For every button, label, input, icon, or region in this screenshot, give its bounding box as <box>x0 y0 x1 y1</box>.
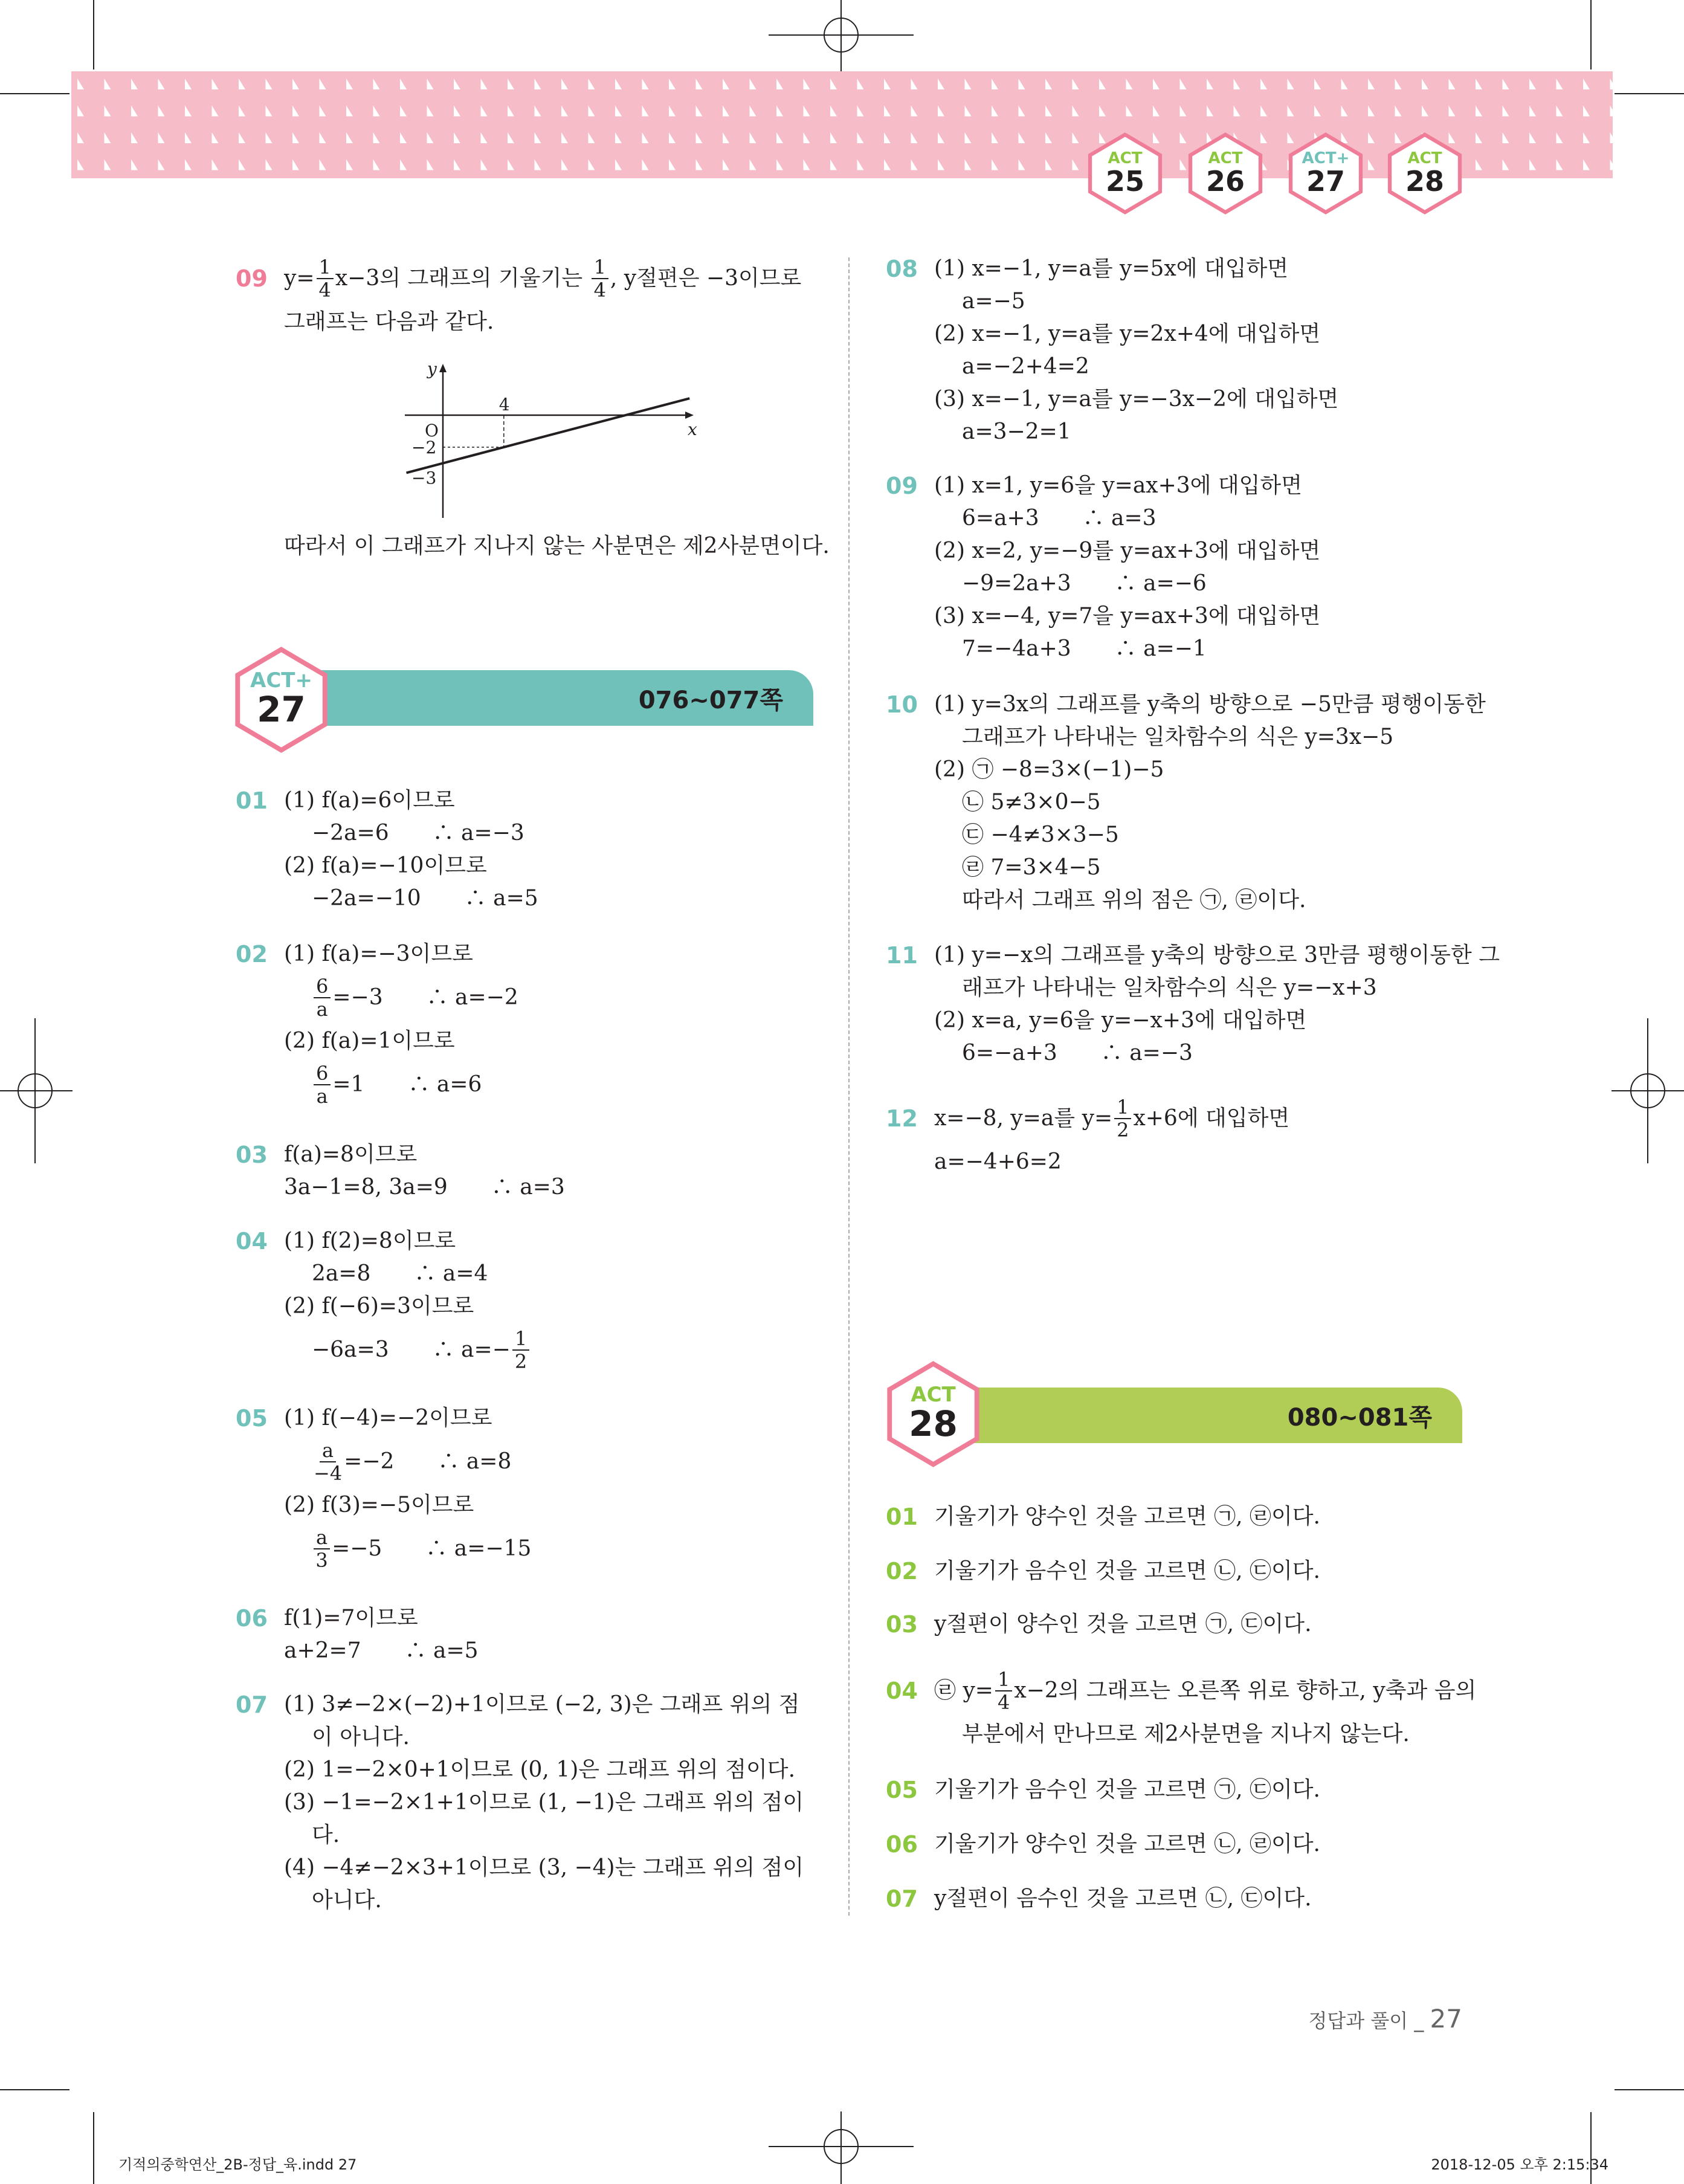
slug-date: 2018-12-05 오후 2:15:34 <box>1431 2156 1608 2173</box>
answer-line <box>934 1664 1476 1718</box>
problem-body <box>934 1664 1476 1751</box>
section-pages: 076~077쪽 <box>638 687 783 714</box>
text-segment: (2) 1=−2×0+1이므로 (0, 1)은 그래프 위의 점이다. <box>284 1757 796 1782</box>
problem-number: 06 <box>886 1831 918 1858</box>
numerator: 1 <box>592 257 608 279</box>
function-line <box>407 398 690 473</box>
y-tick-label: −2 <box>411 438 437 457</box>
text-segment: 부분에서 만나므로 제2사분면을 지나지 않는다. <box>962 1722 1410 1746</box>
fraction <box>512 1329 529 1371</box>
answer-line <box>934 1004 1500 1037</box>
numerator: a <box>314 1528 330 1549</box>
text-segment: (1) x=−1, y=a를 y=5x에 대입하면 <box>934 256 1289 281</box>
section-badge-number: 27 <box>257 689 306 730</box>
y-tick-label: −3 <box>411 468 437 488</box>
denominator: 2 <box>1117 1119 1129 1142</box>
problem-number: 11 <box>886 942 918 969</box>
y-axis-arrow <box>439 364 447 372</box>
answer-line <box>312 817 538 850</box>
section-badge-act-label: ACT+ <box>250 668 312 693</box>
denominator: −4 <box>314 1462 343 1485</box>
graph-figure <box>399 357 713 526</box>
triangle-pattern <box>71 71 1613 178</box>
text-segment: (2) ㉠ −8=3×(−1)−5 <box>934 757 1164 782</box>
fraction <box>1114 1097 1131 1140</box>
problem-body <box>934 688 1486 917</box>
denominator: 4 <box>593 279 606 302</box>
answer-line <box>284 1025 518 1058</box>
text-segment: (1) y=3x의 그래프를 y축의 방향으로 −5만큼 평행이동한 <box>934 692 1486 717</box>
answer-line <box>284 1602 479 1635</box>
section-badge-act27 <box>234 647 329 753</box>
text-segment: (2) f(3)=−5이므로 <box>284 1493 474 1517</box>
header-band <box>71 71 1613 178</box>
answer-line <box>962 786 1486 819</box>
badge-number: 28 <box>1405 165 1444 198</box>
answer-line <box>934 318 1338 351</box>
text-segment: 래프가 나타내는 일차함수의 식은 y=−x+3 <box>962 975 1377 1000</box>
problem-body <box>934 1828 1320 1861</box>
problem-number: 01 <box>236 787 268 814</box>
problem-number: 08 <box>886 256 918 282</box>
text-segment: y= <box>284 266 315 291</box>
answer-line <box>312 1435 531 1489</box>
text-segment: y절편이 양수인 것을 고르면 ㉠, ㉢이다. <box>934 1612 1312 1636</box>
problem-number: 04 <box>236 1228 268 1255</box>
answer-line <box>312 971 518 1025</box>
text-segment: (4) −4≠−2×3+1이므로 (3, −4)는 그래프 위의 점이 <box>284 1855 804 1880</box>
badge-act-label: ACT <box>1108 149 1143 167</box>
badge-act-label: ACT+ <box>1302 149 1350 167</box>
text-segment: a=3−2=1 <box>962 419 1071 444</box>
text-segment: ㉣ y= <box>934 1678 993 1703</box>
text-segment: 6=−a+3 ∴ a=−3 <box>962 1041 1193 1065</box>
text-segment: (1) f(a)=−3이므로 <box>284 942 473 966</box>
problem-number: 02 <box>236 941 268 968</box>
text-segment: f(a)=8이므로 <box>284 1142 418 1167</box>
answer-line <box>962 633 1320 665</box>
denominator: a <box>316 1085 328 1108</box>
badge-number: 25 <box>1105 165 1144 198</box>
answer-line <box>312 1819 804 1852</box>
numerator: 1 <box>995 1670 1012 1691</box>
origin-label: O <box>425 421 439 441</box>
badge-act-label: ACT <box>1407 149 1442 167</box>
text-segment: x−3의 그래프의 기울기는 <box>335 266 590 291</box>
problem-body <box>934 1091 1289 1178</box>
answer-line <box>284 306 801 338</box>
x-tick-label: 4 <box>498 395 510 415</box>
problem-body <box>934 1608 1312 1641</box>
column-divider <box>848 257 850 1916</box>
answer-line <box>934 1501 1320 1533</box>
problem-number: 06 <box>236 1605 268 1632</box>
text-segment: (1) f(2)=8이므로 <box>284 1229 456 1253</box>
answer-line <box>284 1754 804 1786</box>
answer-line <box>284 850 538 882</box>
problem-number: 05 <box>236 1405 268 1432</box>
act-badge-27 <box>1288 132 1364 215</box>
text-segment: ㉢ −4≠3×3−5 <box>962 822 1119 847</box>
answer-line <box>962 567 1320 600</box>
answer-line <box>934 383 1338 416</box>
answer-line <box>312 1323 531 1377</box>
problem-body <box>284 938 518 1112</box>
text-segment: 기울기가 음수인 것을 고르면 ㉠, ㉢이다. <box>934 1777 1320 1802</box>
answer-line <box>962 819 1486 851</box>
problem-number: 07 <box>236 1691 268 1718</box>
text-segment: (3) −1=−2×1+1이므로 (1, −1)은 그래프 위의 점이 <box>284 1790 804 1815</box>
problem-body <box>934 1774 1320 1806</box>
answer-line <box>934 253 1338 285</box>
registration-mark-top <box>769 0 914 73</box>
text-segment: x+6에 대입하면 <box>1133 1106 1290 1131</box>
text-segment: (2) x=a, y=6을 y=−x+3에 대입하면 <box>934 1008 1307 1033</box>
fraction <box>314 977 331 1019</box>
answer-line <box>312 1721 804 1754</box>
answer-line <box>962 851 1486 884</box>
problem-body <box>934 939 1500 1070</box>
problem-number: 07 <box>886 1885 918 1912</box>
fraction <box>995 1670 1012 1712</box>
answer-line <box>284 1635 479 1667</box>
answer-line <box>962 1037 1500 1070</box>
text-segment: =−5 ∴ a=−15 <box>332 1536 532 1561</box>
text-segment: (1) f(−4)=−2이므로 <box>284 1406 492 1430</box>
fraction <box>314 1528 330 1570</box>
answer-line <box>962 351 1338 383</box>
text-segment: 기울기가 양수인 것을 고르면 ㉡, ㉣이다. <box>934 1832 1320 1856</box>
problem-number: 09 <box>886 473 918 499</box>
text-segment: (2) x=−1, y=a를 y=2x+4에 대입하면 <box>934 321 1321 346</box>
text-segment: (1) x=1, y=6을 y=ax+3에 대입하면 <box>934 473 1302 498</box>
problem-body <box>284 1139 565 1204</box>
answer-line <box>934 1608 1312 1641</box>
text-segment: 기울기가 양수인 것을 고르면 ㉠, ㉣이다. <box>934 1504 1320 1529</box>
problem-body <box>284 1225 531 1377</box>
answer-line <box>284 1171 565 1204</box>
text-segment: (3) x=−1, y=a를 y=−3x−2에 대입하면 <box>934 387 1339 412</box>
text-segment: (1) f(a)=6이므로 <box>284 788 455 813</box>
footer-label: 정답과 풀이 _ <box>1308 2009 1430 2032</box>
denominator: 2 <box>514 1350 527 1373</box>
fraction <box>317 257 334 300</box>
numerator: 6 <box>314 1064 331 1085</box>
answer-line <box>284 1139 565 1171</box>
text-segment: −2a=6 ∴ a=−3 <box>312 821 524 845</box>
registration-mark-bottom <box>769 2111 914 2184</box>
text-segment: , y절편은 −3이므로 <box>610 266 802 291</box>
problem-number: 04 <box>886 1678 918 1704</box>
text-segment: =−3 ∴ a=−2 <box>332 985 518 1010</box>
answer-line <box>962 972 1500 1004</box>
text-segment: ㉣ 7=3×4−5 <box>962 855 1101 880</box>
section-badge-number: 28 <box>909 1403 958 1444</box>
numerator: 1 <box>1114 1097 1131 1119</box>
denominator: 4 <box>997 1691 1010 1714</box>
registration-mark-right <box>1611 1018 1684 1163</box>
problem-body <box>934 470 1320 665</box>
answer-line <box>962 502 1320 535</box>
act-badge-28 <box>1387 132 1463 215</box>
answer-line <box>962 884 1486 917</box>
answer-line <box>284 1852 804 1884</box>
text-segment: ㉡ 5≠3×0−5 <box>962 790 1101 815</box>
registration-mark-left <box>0 1018 73 1163</box>
text-segment: 기울기가 음수인 것을 고르면 ㉡, ㉢이다. <box>934 1559 1320 1583</box>
badge-number: 27 <box>1306 165 1345 198</box>
answer-line <box>284 251 801 306</box>
answer-line <box>962 285 1338 318</box>
text-segment: (2) f(a)=1이므로 <box>284 1029 455 1053</box>
section-pages: 080~081쪽 <box>1287 1404 1432 1432</box>
text-segment: 6=a+3 ∴ a=3 <box>962 506 1157 531</box>
page-footer <box>1308 2004 1462 2034</box>
text-segment: x−2의 그래프는 오른쪽 위로 향하고, y축과 음의 <box>1014 1678 1477 1703</box>
text-segment: =1 ∴ a=6 <box>332 1072 482 1097</box>
numerator: 1 <box>317 257 334 279</box>
x-axis-arrow <box>685 412 694 419</box>
answer-line <box>934 1091 1289 1146</box>
answer-line <box>934 1828 1320 1861</box>
answer-line <box>934 1146 1289 1178</box>
denominator: 3 <box>315 1549 328 1572</box>
problem-09-conclusion: 따라서 이 그래프가 지나지 않는 사분면은 제2사분면이다. <box>284 534 830 558</box>
text-segment: 그래프가 나타내는 일차함수의 식은 y=3x−5 <box>962 725 1394 749</box>
answer-line <box>934 688 1486 721</box>
section-bar-act27 <box>320 670 813 726</box>
problem-body <box>284 1402 531 1576</box>
answer-line <box>284 784 538 817</box>
page-number: 27 <box>1430 2004 1462 2034</box>
answer-line <box>962 416 1338 448</box>
problem-number: 05 <box>886 1777 918 1803</box>
problem-number: 12 <box>886 1105 918 1132</box>
answer-line <box>284 938 518 971</box>
answer-line <box>934 470 1320 502</box>
badge-number: 26 <box>1205 165 1245 198</box>
text-segment: =−2 ∴ a=8 <box>344 1449 512 1474</box>
answer-line <box>312 1884 804 1917</box>
text-segment: a=−4+6=2 <box>934 1149 1062 1174</box>
text-segment: −6a=3 ∴ a=− <box>312 1337 511 1362</box>
text-segment: y절편이 음수인 것을 고르면 ㉡, ㉢이다. <box>934 1886 1312 1911</box>
problem-body <box>934 1501 1320 1533</box>
x-axis-label: x <box>688 419 697 439</box>
problem-body <box>284 784 538 915</box>
answer-line <box>284 1786 804 1819</box>
answer-line <box>284 1489 531 1522</box>
problem-body <box>934 1555 1320 1588</box>
answer-line <box>284 1688 804 1721</box>
act-badge-26 <box>1187 132 1263 215</box>
answer-line <box>934 1882 1312 1915</box>
text-segment: (2) f(−6)=3이므로 <box>284 1294 474 1319</box>
text-segment: 2a=8 ∴ a=4 <box>312 1261 488 1286</box>
answer-line <box>312 1522 531 1576</box>
section-bar-act28 <box>975 1388 1462 1443</box>
y-axis-label: y <box>427 359 437 379</box>
text-segment: (1) y=−x의 그래프를 y축의 방향으로 3만큼 평행이동한 그 <box>934 943 1500 968</box>
text-segment: −2a=−10 ∴ a=5 <box>312 886 538 911</box>
act-badge-25 <box>1087 132 1163 215</box>
badge-act-label: ACT <box>1208 149 1243 167</box>
text-segment: x=−8, y=a를 y= <box>934 1106 1113 1131</box>
fraction <box>592 257 608 300</box>
text-segment: 다. <box>312 1823 340 1847</box>
answer-line <box>962 1718 1476 1751</box>
text-segment: 그래프는 다음과 같다. <box>284 309 494 334</box>
problem-body <box>284 251 801 338</box>
slug-file: 기적의중학연산_2B-정답_육.indd 27 <box>118 2156 357 2173</box>
text-segment: a=−5 <box>962 289 1025 314</box>
text-segment: a+2=7 ∴ a=5 <box>284 1638 479 1663</box>
answer-line <box>312 1058 518 1112</box>
problem-body <box>934 253 1338 448</box>
answer-line <box>284 1290 531 1323</box>
text-segment: 따라서 그래프 위의 점은 ㉠, ㉣이다. <box>962 888 1306 913</box>
answer-line <box>934 600 1320 633</box>
text-segment: (2) x=2, y=−9를 y=ax+3에 대입하면 <box>934 538 1321 563</box>
problem-number: 03 <box>236 1142 268 1168</box>
text-segment: (2) f(a)=−10이므로 <box>284 853 487 878</box>
text-segment: 3a−1=8, 3a=9 ∴ a=3 <box>284 1175 565 1200</box>
problem-number: 10 <box>886 691 918 718</box>
text-segment: 아니다. <box>312 1888 382 1913</box>
answer-line <box>312 882 538 915</box>
problem-number: 01 <box>886 1504 918 1530</box>
text-segment: f(1)=7이므로 <box>284 1606 418 1630</box>
problem-number: 03 <box>886 1611 918 1638</box>
text-segment: (1) 3≠−2×(−2)+1이므로 (−2, 3)은 그래프 위의 점 <box>284 1692 800 1717</box>
answer-line <box>284 1402 531 1435</box>
answer-line <box>934 1555 1320 1588</box>
problem-number: 09 <box>236 265 268 292</box>
answer-line <box>934 1774 1320 1806</box>
problem-number: 02 <box>886 1558 918 1585</box>
answer-line <box>284 1225 531 1258</box>
text-segment: −9=2a+3 ∴ a=−6 <box>962 571 1207 596</box>
text-segment: a=−2+4=2 <box>962 354 1089 379</box>
text-segment: (3) x=−4, y=7을 y=ax+3에 대입하면 <box>934 604 1321 628</box>
fraction <box>314 1064 331 1106</box>
answer-line <box>934 939 1500 972</box>
denominator: a <box>316 998 328 1021</box>
section-badge-act-label: ACT <box>911 1383 956 1407</box>
problem-body <box>284 1602 479 1667</box>
numerator: a <box>320 1441 336 1462</box>
numerator: 6 <box>314 977 331 998</box>
problem-body <box>284 1688 804 1917</box>
problem-body <box>934 1882 1312 1915</box>
answer-line <box>962 721 1486 754</box>
text-segment: 이 아니다. <box>312 1725 410 1749</box>
denominator: 4 <box>318 279 331 302</box>
answer-line <box>934 535 1320 567</box>
numerator: 1 <box>512 1329 529 1351</box>
section-badge-act28 <box>886 1361 981 1467</box>
text-segment: 7=−4a+3 ∴ a=−1 <box>962 636 1207 661</box>
answer-line <box>312 1258 531 1290</box>
answer-line <box>934 754 1486 786</box>
fraction <box>314 1441 342 1483</box>
